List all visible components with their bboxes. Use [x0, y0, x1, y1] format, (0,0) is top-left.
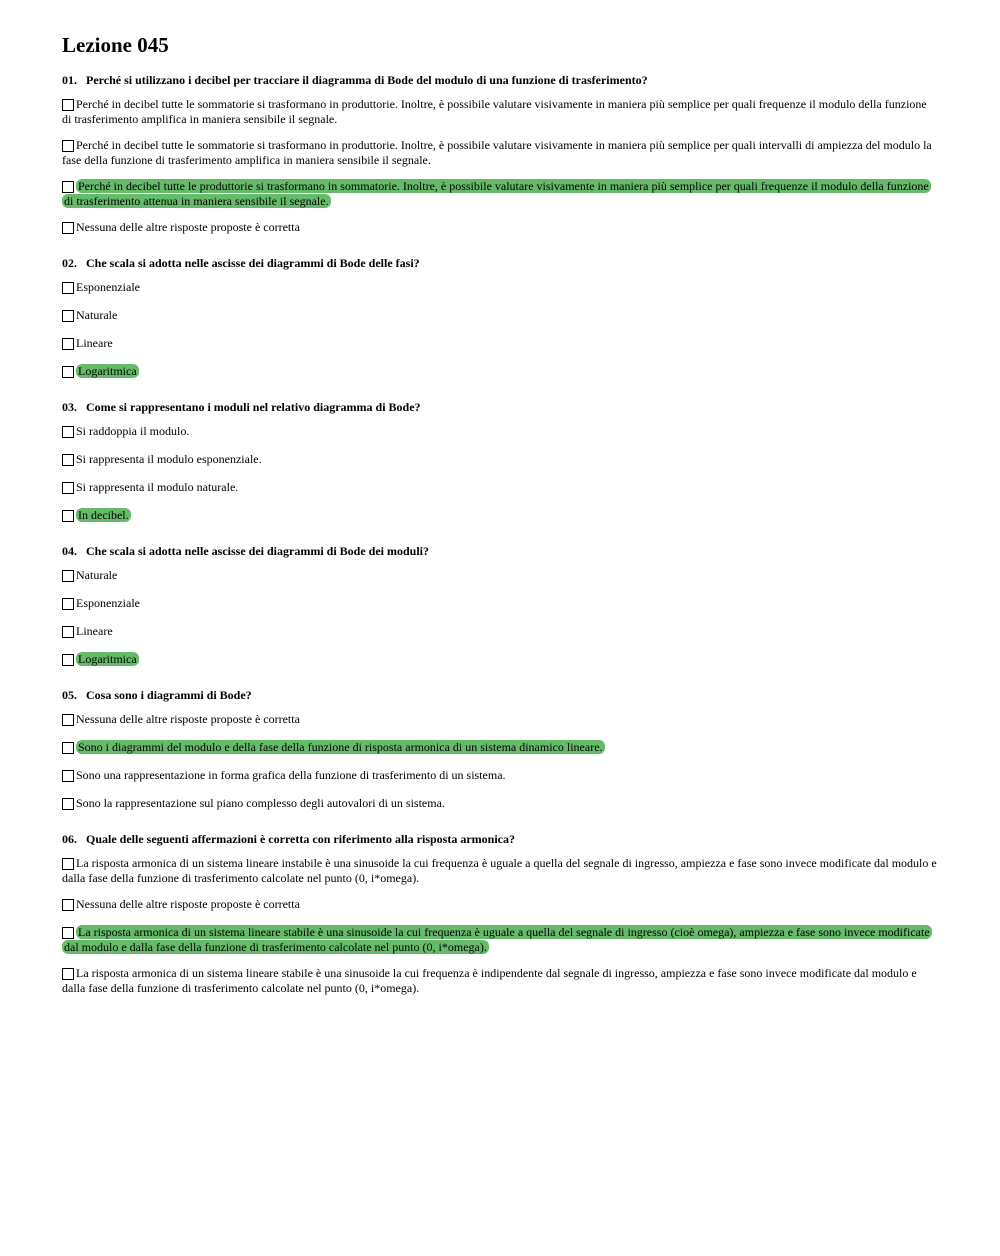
correct-answer-text: Perché in decibel tutte le produttorie si trasformano in sommatorie. Inoltre, è possibile valutare visivamente in maniera più semplice per quali frequenze il modulo della funzione di trasferimento attenua in maniera sensibile il segnale.	[64, 179, 929, 208]
answer-text: Naturale	[76, 568, 118, 582]
question-number: 05.	[62, 688, 77, 702]
question-number: 06.	[62, 832, 77, 846]
answer-text: Si rappresenta il modulo naturale.	[76, 480, 239, 494]
answer-option[interactable]	[62, 768, 938, 783]
answer-checkbox[interactable]	[62, 626, 74, 638]
answer-text: Si rappresenta il modulo esponenziale.	[76, 452, 262, 466]
answer-checkbox[interactable]	[62, 798, 74, 810]
answer-checkbox[interactable]	[62, 927, 74, 939]
question-1	[62, 72, 938, 235]
question-label: Che scala si adotta nelle ascisse dei diagrammi di Bode delle fasi?	[86, 256, 420, 270]
answer-checkbox[interactable]	[62, 570, 74, 582]
answer-checkbox[interactable]	[62, 426, 74, 438]
answer-text: Nessuna delle altre risposte proposte è corretta	[76, 220, 300, 234]
question-6	[62, 831, 938, 996]
answer-checkbox[interactable]	[62, 140, 74, 152]
answer-checkbox[interactable]	[62, 770, 74, 782]
answer-option[interactable]	[62, 424, 938, 439]
answer-checkbox[interactable]	[62, 968, 74, 980]
question-text	[62, 543, 938, 559]
answer-checkbox[interactable]	[62, 222, 74, 234]
answer-checkbox[interactable]	[62, 742, 74, 754]
answer-option[interactable]	[62, 138, 938, 168]
question-text	[62, 831, 938, 847]
question-number: 03.	[62, 400, 77, 414]
answer-option[interactable]	[62, 624, 938, 639]
answer-text: Si raddoppia il modulo.	[76, 424, 190, 438]
correct-answer-text: In decibel.	[78, 508, 129, 522]
answer-text: Lineare	[76, 336, 113, 350]
answer-option[interactable]	[62, 480, 938, 495]
answer-text: Lineare	[76, 624, 113, 638]
answer-checkbox[interactable]	[62, 366, 74, 378]
question-list	[62, 72, 938, 996]
answer-option[interactable]	[62, 796, 938, 811]
answer-checkbox[interactable]	[62, 282, 74, 294]
answer-option[interactable]	[62, 308, 938, 323]
answer-text: Perché in decibel tutte le sommatorie si trasformano in produttorie. Inoltre, è possibile valutare visivamente in maniera più semplice per quali frequenze il modulo della funzione di trasferimento amplifica in maniera sensibile il segnale.	[62, 97, 927, 126]
lesson-title: Lezione 045	[62, 33, 169, 57]
answer-checkbox[interactable]	[62, 899, 74, 911]
answer-option[interactable]	[62, 364, 938, 379]
answer-text: Perché in decibel tutte le sommatorie si trasformano in produttorie. Inoltre, è possibile valutare visivamente in maniera più semplice per quali intervalli di ampiezza del modulo la fase della funzione di trasferimento amplifica in maniera sensibile il segnale.	[62, 138, 932, 167]
correct-answer-text: Sono i diagrammi del modulo e della fase della funzione di risposta armonica di un sistema dinamico lineare.	[78, 740, 603, 754]
answer-text: Nessuna delle altre risposte proposte è corretta	[76, 712, 300, 726]
correct-answer-text: Logaritmica	[78, 364, 137, 378]
question-label: Che scala si adotta nelle ascisse dei diagrammi di Bode dei moduli?	[86, 544, 430, 558]
question-label: Quale delle seguenti affermazioni è corretta con riferimento alla risposta armonica?	[86, 832, 516, 846]
question-text	[62, 399, 938, 415]
answer-checkbox[interactable]	[62, 338, 74, 350]
question-label: Cosa sono i diagrammi di Bode?	[86, 688, 252, 702]
answer-text: La risposta armonica di un sistema lineare stabile è una sinusoide la cui frequenza è indipendente dal segnale di ingresso, ampiezza e fase sono invece modificate dal modulo e dalla fase della funzione di trasferimento calcolate nel punto (0, i*omega).	[62, 966, 917, 995]
answer-checkbox[interactable]	[62, 99, 74, 111]
answer-option[interactable]	[62, 452, 938, 467]
answer-option[interactable]	[62, 508, 938, 523]
answer-option[interactable]	[62, 966, 938, 996]
answer-option[interactable]	[62, 336, 938, 351]
answer-text: Nessuna delle altre risposte proposte è corretta	[76, 897, 300, 911]
question-number: 01.	[62, 73, 77, 87]
answer-checkbox[interactable]	[62, 310, 74, 322]
answer-checkbox[interactable]	[62, 714, 74, 726]
answer-option[interactable]	[62, 568, 938, 583]
answer-option[interactable]	[62, 596, 938, 611]
answer-option[interactable]	[62, 652, 938, 667]
answer-option[interactable]	[62, 856, 938, 886]
question-text	[62, 255, 938, 271]
question-text	[62, 687, 938, 703]
correct-answer-text: Logaritmica	[78, 652, 137, 666]
answer-option[interactable]	[62, 897, 938, 912]
question-text	[62, 72, 938, 88]
question-label: Come si rappresentano i moduli nel relativo diagramma di Bode?	[86, 400, 421, 414]
answer-option[interactable]	[62, 220, 938, 235]
answer-option[interactable]	[62, 740, 938, 755]
answer-text: Esponenziale	[76, 280, 140, 294]
answer-text: Sono una rappresentazione in forma grafica della funzione di trasferimento di un sistema.	[76, 768, 506, 782]
question-5	[62, 687, 938, 811]
answer-checkbox[interactable]	[62, 858, 74, 870]
question-3	[62, 399, 938, 523]
answer-checkbox[interactable]	[62, 510, 74, 522]
answer-option[interactable]	[62, 925, 938, 955]
question-4	[62, 543, 938, 667]
answer-option[interactable]	[62, 97, 938, 127]
question-number: 04.	[62, 544, 77, 558]
question-number: 02.	[62, 256, 77, 270]
answer-checkbox[interactable]	[62, 654, 74, 666]
question-label: Perché si utilizzano i decibel per tracciare il diagramma di Bode del modulo di una funzione di trasferimento?	[86, 73, 648, 87]
answer-checkbox[interactable]	[62, 454, 74, 466]
answer-checkbox[interactable]	[62, 181, 74, 193]
answer-option[interactable]	[62, 179, 938, 209]
question-2	[62, 255, 938, 379]
answer-text: Naturale	[76, 308, 118, 322]
answer-checkbox[interactable]	[62, 598, 74, 610]
answer-text: La risposta armonica di un sistema lineare instabile è una sinusoide la cui frequenza è uguale a quella del segnale di ingresso, ampiezza e fase sono invece modificate dal modulo e dalla fase della funzione di trasferimento calcolate nel punto (0, i*omega).	[62, 856, 937, 885]
answer-text: Esponenziale	[76, 596, 140, 610]
answer-text: Sono la rappresentazione sul piano complesso degli autovalori di un sistema.	[76, 796, 445, 810]
answer-option[interactable]	[62, 712, 938, 727]
correct-answer-text: La risposta armonica di un sistema lineare stabile è una sinusoide la cui frequenza è uguale a quella del segnale di ingresso (cioè omega), ampiezza e fase sono invece modificate dal modulo e dalla fase della funzione di trasferimento calcolate nel punto (0, i*omega).	[64, 925, 930, 954]
answer-option[interactable]	[62, 280, 938, 295]
answer-checkbox[interactable]	[62, 482, 74, 494]
